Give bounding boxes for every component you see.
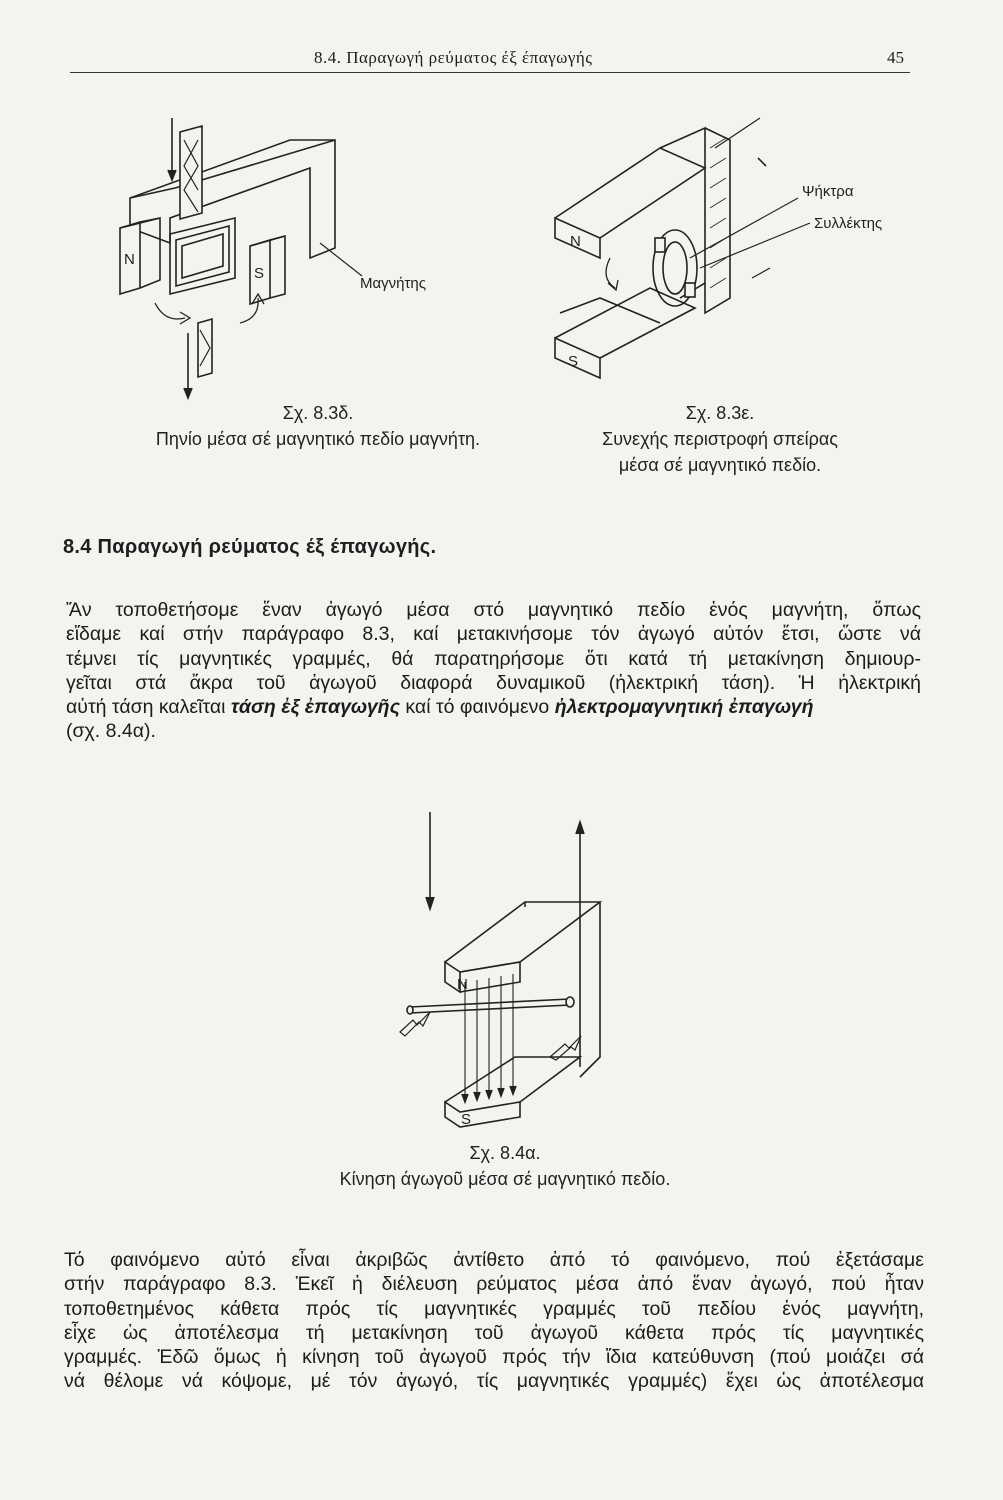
figure-8-4a-number: Σχ. 8.4α. bbox=[469, 1143, 541, 1163]
paragraph-1-line bbox=[66, 695, 921, 719]
figure-8-3d-number: Σχ. 8.3δ. bbox=[282, 403, 354, 423]
paragraph-2-line: τοποθετημένος κάθετα πρός τίς μαγνητικές γραμμές τοῦ πεδίου ἑνός μαγνήτη, bbox=[64, 1297, 924, 1320]
paragraph-2-line: εἶχε ὡς ἀποτέλεσμα τή μετακίνηση τοῦ ἀγωγοῦ κάθετα πρός τίς μαγνητικές bbox=[64, 1321, 924, 1344]
figure-8-3d bbox=[110, 118, 427, 403]
header-title: 8.4. Παραγωγή ρεύματος έξ έπαγωγής bbox=[314, 48, 593, 67]
term-induced-voltage: τάση ἐξ ἐπαγωγῆς bbox=[230, 696, 400, 719]
pole-s-label: S bbox=[568, 353, 579, 370]
running-header bbox=[70, 46, 910, 73]
paragraph-1-line: (σχ. 8.4α). bbox=[66, 720, 156, 743]
paragraph-1-line: Ἄν τοποθετήσομε ἕναν ἀγωγό μέσα στό μαγνητικό πεδίο ἑνός μαγνήτη, ὅπως bbox=[66, 599, 921, 621]
paragraph-1-line: τέμνει τίς μαγνητικές γραμμές, θά παρατηρήσομε ὅτι κατά τή μετακίνηση δημιουρ- bbox=[66, 647, 921, 670]
figure-8-4a-text: Κίνηση άγωγοῦ μέσα σέ μαγνητικό πεδίο. bbox=[339, 1169, 671, 1189]
paragraph-1-line: γεῖται στά ἄκρα τοῦ ἀγωγοῦ διαφορά δυναμικοῦ (ἠλεκτρική τάση). Ἡ ἠλεκτρική bbox=[66, 671, 921, 694]
figure-8-3d-drawing bbox=[110, 118, 427, 403]
paragraph-2-line: Τό φαινόμενο αὐτό εἶναι ἀκριβῶς ἀντίθετο ἀπό τό φαινόμενο, πού ἐξετάσαμε bbox=[64, 1249, 924, 1271]
magnet-label: Μαγνήτης bbox=[360, 275, 427, 292]
pole-s-label: S bbox=[461, 1111, 472, 1128]
paragraph-2-line: γραμμές. Ἐδῶ ὅμως ἡ κίνηση τοῦ ἀγωγοῦ πρός τήν ἴδια κατεύθυνση (πού μοιάζει σά bbox=[64, 1346, 924, 1369]
figure-8-4a-caption bbox=[300, 1140, 710, 1192]
figure-8-3e bbox=[540, 108, 920, 388]
figure-8-3d-caption bbox=[128, 400, 508, 452]
section-heading: 8.4 Παραγωγή ρεύματος έξ έπαγωγής. bbox=[63, 536, 437, 558]
paragraph-2 bbox=[64, 1248, 924, 1394]
collector-label: Συλλέκτης bbox=[814, 215, 883, 232]
text-run: καί τό φαινόμενο bbox=[399, 696, 555, 719]
paragraph-2-line: στήν παράγραφο 8.3. Ἐκεῖ ἡ διέλευση ρεύματος μέσα ἀπό ἕναν ἀγωγό, πού ἦταν bbox=[64, 1273, 924, 1296]
term-electromagnetic-induction: ἠλεκτρομαγνητική ἐπαγωγή bbox=[554, 696, 814, 719]
figure-8-3d-text: Πηνίο μέσα σέ μαγνητικό πεδίο μαγνήτη. bbox=[155, 429, 481, 449]
figure-8-3e-number: Σχ. 8.3ε. bbox=[685, 403, 755, 423]
pole-n-label: N bbox=[124, 251, 135, 268]
figure-8-3e-text-line1: Συνεχής περιστροφή σπείρας bbox=[602, 429, 838, 449]
paragraph-2-line: νά θέλομε νά κόψομε, μέ τόν ἀγωγό, τίς μαγνητικές γραμμές) ἔχει ὡς ἀποτέλεσμα bbox=[64, 1370, 924, 1393]
brush-label: Ψήκτρα bbox=[802, 183, 854, 200]
figure-8-3e-text-line2: μέσα σέ μαγνητικό πεδίο. bbox=[618, 455, 822, 475]
pole-n-label: N bbox=[570, 233, 581, 250]
pole-s-label: S bbox=[254, 265, 265, 282]
figure-8-3e-drawing bbox=[540, 108, 920, 388]
page-number: 45 bbox=[887, 48, 904, 67]
figure-8-4a-drawing bbox=[395, 812, 625, 1142]
text-run: αὐτή τάση καλεῖται bbox=[66, 696, 231, 719]
paragraph-1 bbox=[66, 598, 921, 744]
figure-8-3e-caption bbox=[520, 400, 920, 478]
paragraph-1-line: εἴδαμε καί στήν παράγραφο 8.3, καί μετακινήσομε τόν ἀγωγό αὐτόν ἔτσι, ὥστε νά bbox=[66, 623, 921, 646]
figure-8-4a bbox=[395, 812, 625, 1142]
pole-n-label: N bbox=[457, 976, 468, 993]
